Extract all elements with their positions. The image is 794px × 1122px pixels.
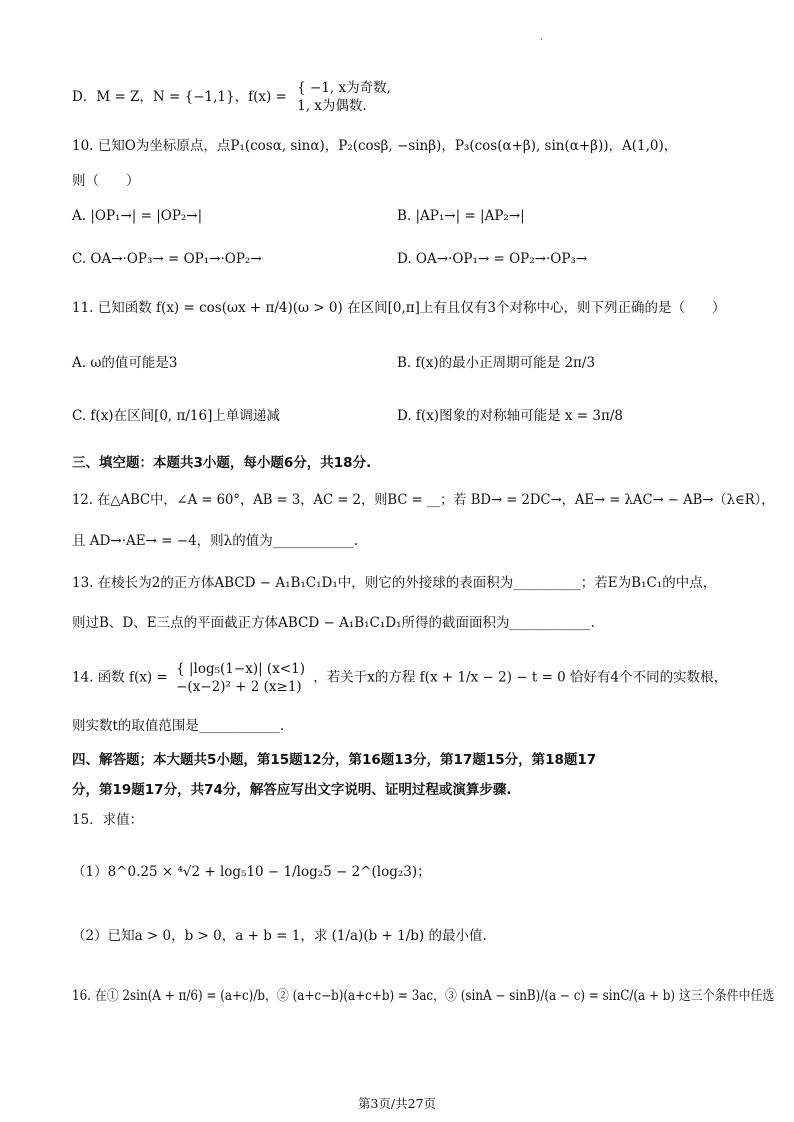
q12-line2: 且 AD→·AE→ = −4，则λ的值为____________. (72, 533, 359, 549)
q14-case1: { |log₅(1−x)| (x<1) (176, 661, 305, 677)
q14-suffix: ，若关于x的方程 f(x + 1/x − 2) − t = 0 恰好有4个不同的实数根， (313, 669, 728, 686)
page-footer: 第3页/共27页 (357, 1096, 437, 1111)
prev-option-d-text: D．M = Z，N = {−1,1}，f(x) = (72, 89, 287, 106)
q10-stem-line2: 则（ ） (72, 173, 140, 189)
prev-option-d (72, 80, 391, 115)
q15-part2: （2）已知a > 0，b > 0，a + b = 1，求 (1/a)(b + 1/b) 的最小值. (72, 928, 487, 944)
q12-line1: 12. 在△ABC中，∠A = 60°，AB = 3，AC = 2，则BC = __；若 BD→ = 2DC→，AE→ = λAC→ − AB→（λ∈R）， (72, 492, 775, 508)
q15-part1: （1）8^0.25 × ⁴√2 + log₅10 − 1/log₂5 − 2^(log₂3)； (72, 864, 431, 880)
q11-stem: 11. 已知函数 f(x) = cos(ωx + π/4)(ω > 0) 在区间[0,π]上有且仅有3个对称中心，则下列正确的是（ ） (72, 300, 726, 316)
q14-piecewise (176, 660, 305, 696)
scan-mark: . (540, 32, 544, 43)
q10-option-d: D. OA→·OP₁→ = OP₂→·OP₃→ (397, 251, 588, 267)
q14-line2: 则实数t的取值范围是____________. (72, 718, 285, 734)
piecewise-cases (297, 80, 391, 115)
section4-heading-line2: 分，第19题17分，共74分，解答应写出文字说明、证明过程或演算步骤. (72, 782, 512, 798)
case-odd: { −1, x为奇数, (297, 80, 391, 96)
q15-stem: 15．求值： (72, 812, 144, 828)
q10-stem-line1: 10. 已知O为坐标原点，点P₁(cosα, sinα)，P₂(cosβ, −sinβ)，P₃(cos(α+β), sin(α+β))，A(1,0)， (72, 138, 678, 154)
q11-option-b: B. f(x)的最小正周期可能是 2π/3 (397, 355, 596, 371)
q16-line1: 16. 在① 2sin(A + π/6) = (a+c)/b，② (a+c−b)(a+c+b) = 3ac，③ (sinA − sinB)/(a − c) = sinC/(a + b) 这三个条件中任选 (72, 988, 775, 1004)
q10-option-c: C. OA→·OP₃→ = OP₁→·OP₂→ (72, 251, 262, 267)
q11-option-d: D. f(x)图象的对称轴可能是 x = 3π/8 (397, 408, 623, 424)
q13-line1: 13. 在棱长为2的正方体ABCD − A₁B₁C₁D₁中，则它的外接球的表面积为__________；若E为B₁C₁的中点， (72, 575, 717, 591)
q14-line1 (72, 660, 727, 696)
q11-option-c: C. f(x)在区间[0, π/16]上单调递减 (72, 408, 280, 424)
q10-option-b: B. |AP₁→| = |AP₂→| (397, 208, 525, 224)
q10-option-a: A. |OP₁→| = |OP₂→| (72, 208, 203, 224)
q13-line2: 则过B、D、E三点的平面截正方体ABCD − A₁B₁C₁D₁所得的截面面积为____________. (72, 615, 595, 631)
q11-option-a: A. ω的值可能是3 (72, 355, 178, 371)
section4-heading-line1: 四、解答题；本大题共5小题，第15题12分，第16题13分，第17题15分，第18题17 (72, 752, 597, 768)
section3-heading: 三、填空题：本题共3小题，每小题6分，共18分. (72, 455, 372, 471)
case-even: 1, x为偶数. (297, 97, 367, 114)
q14-case2: −(x−2)² + 2 (x≥1) (176, 679, 302, 696)
q14-prefix: 14. 函数 f(x) = (72, 669, 168, 686)
